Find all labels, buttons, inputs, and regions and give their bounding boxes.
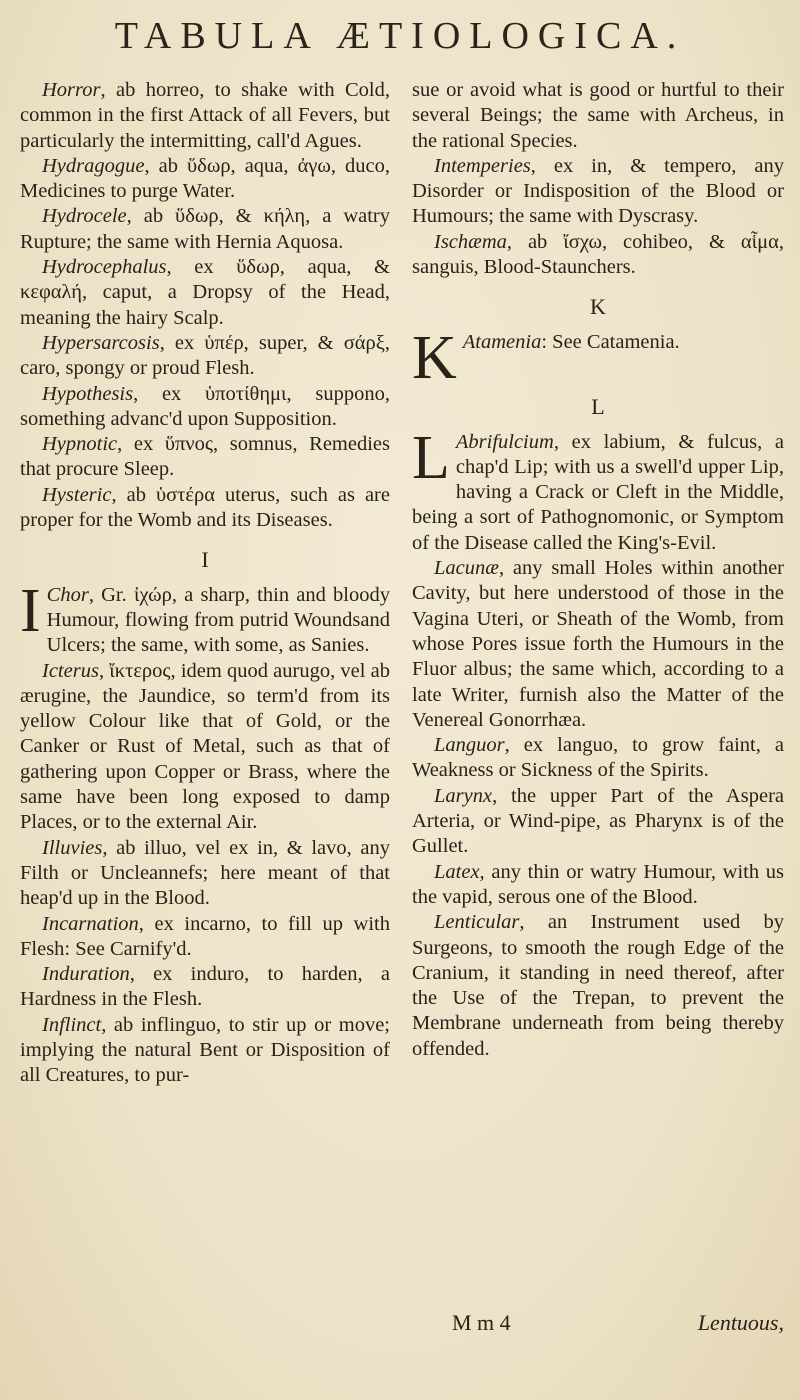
signature-mark: M m 4 bbox=[452, 1310, 511, 1335]
entry-hysteric: Hysteric, ab ὑστέρα uterus, such as are proper for the Womb and its Diseases. bbox=[20, 483, 390, 532]
entry-intemperies: Intemperies, ex in, & tempero, any Disorder or Indisposition of the Blood or Humours; the same with Dyscrasy. bbox=[412, 154, 784, 228]
entry-labrifulcium: L Abrifulcium, ex labium, & fulcus, a chap'd Lip; with us a swell'd upper Lip, having a Crack or Cleft in the Middle, being a sort of Pathognomonic, or Symptom of the Disease called the King's-Evil. bbox=[412, 423, 784, 554]
entry-katamenia: K Atamenia: See Catamenia. bbox=[412, 323, 680, 392]
entry-hydrocephalus: Hydrocephalus, ex ὕδωρ, aqua, & κεφαλή, caput, a Dropsy of the Head, meaning the hairy Scalp. bbox=[20, 256, 390, 329]
entry-illuvies: Illuvies, ab illuo, vel ex in, & lavo, any Filth or Uncleannefs; here meant of that heap'd up in the Blood. bbox=[20, 836, 390, 910]
entry-induration: Induration, ex induro, to harden, a Hardness in the Flesh. bbox=[20, 963, 390, 1011]
running-header: TABULA ÆTIOLOGICA. bbox=[114, 15, 686, 57]
entry-horror: Horror, ab horreo, to shake with Cold, common in the first Attack of all Fevers, but particularly the intermitting, call'd Agues. bbox=[20, 79, 390, 152]
entry-larynx: Larynx, the upper Part of the Aspera Arteria, or Wind-pipe, as Pharynx is of the Gullet. bbox=[412, 784, 784, 858]
dropcap-k: K bbox=[412, 323, 457, 392]
entry-ichor: I Chor, Gr. ἰχώρ, a sharp, thin and bloody Humour, flowing from putrid Woundsand Ulcers; the same, with some, as Sanies. bbox=[20, 576, 390, 657]
entry-lacunae: Lacunæ, any small Holes within another Cavity, but here understood of those in the Vagina Uteri, or Sheath of the Womb, from whose Pores issue forth the Humours in the Fluor albus; the same which, according to a late Writer, furnish also the Matter of the Venereal Gonorrhæa. bbox=[412, 557, 784, 731]
dropcap-l: L bbox=[412, 423, 450, 492]
section-letter-i: I bbox=[201, 547, 209, 573]
continuation-text: sue or avoid what is good or hurtful to their several Beings; the same with Archeus, in the rational Species. bbox=[412, 79, 784, 152]
dropcap-i: I bbox=[20, 576, 41, 645]
entry-hypersarcosis: Hypersarcosis, ex ὑπέρ, super, & σάρξ, caro, spongy or proud Flesh. bbox=[20, 331, 390, 380]
entry-incarnation: Incarnation, ex incarno, to fill up with Flesh: See Carnify'd. bbox=[20, 912, 390, 960]
section-letter-l: L bbox=[591, 394, 605, 420]
right-column bbox=[412, 78, 784, 1062]
entry-languor: Languor, ex languo, to grow faint, a Weakness or Sickness of the Spirits. bbox=[412, 734, 784, 782]
left-column bbox=[20, 78, 390, 1089]
catchword: Lentuous, bbox=[697, 1310, 784, 1335]
entry-ischaema: Ischæma, ab ἴσχω, cohibeo, & αἷμα, sanguis, Blood-Staunchers. bbox=[412, 230, 784, 279]
entry-hydrocele: Hydrocele, ab ὕδωρ, & κήλη, a watry Rupture; the same with Hernia Aquosa. bbox=[20, 205, 390, 253]
entry-icterus: Icterus, ἴκτερος, idem quod aurugo, vel ab ærugine, the Jaundice, so term'd from its yellow Colour like that of Gold, or the Canker or Rust of Metal, such as that of gathering upon Copper or Brass, where the same have been long exposed to damp Places, or to the external Air. bbox=[20, 659, 390, 834]
entry-hypothesis: Hypothesis, ex ὑποτίθημι, suppono, something advanc'd upon Supposition. bbox=[20, 382, 390, 430]
entry-hypnotic: Hypnotic, ex ὕπνος, somnus, Remedies that procure Sleep. bbox=[20, 433, 390, 481]
entry-lenticular: Lenticular, an Instrument used by Surgeons, to smooth the rough Edge of the Cranium, it standing in need thereof, after the Use of the Trepan, to prevent the Membrane underneath from being thereby offended. bbox=[412, 911, 784, 1060]
entry-inflinct: Inflinct, ab inflinguo, to stir up or move; implying the natural Bent or Disposition of all Creatures, to pur- bbox=[20, 1013, 390, 1087]
section-letter-k: K bbox=[590, 294, 606, 320]
entry-latex: Latex, any thin or watry Humour, with us the vapid, serous one of the Blood. bbox=[412, 860, 784, 908]
page-footer bbox=[412, 1310, 784, 1336]
entry-hydragogue: Hydragogue, ab ὕδωρ, aqua, ἀγω, duco, Medicines to purge Water. bbox=[20, 154, 390, 203]
